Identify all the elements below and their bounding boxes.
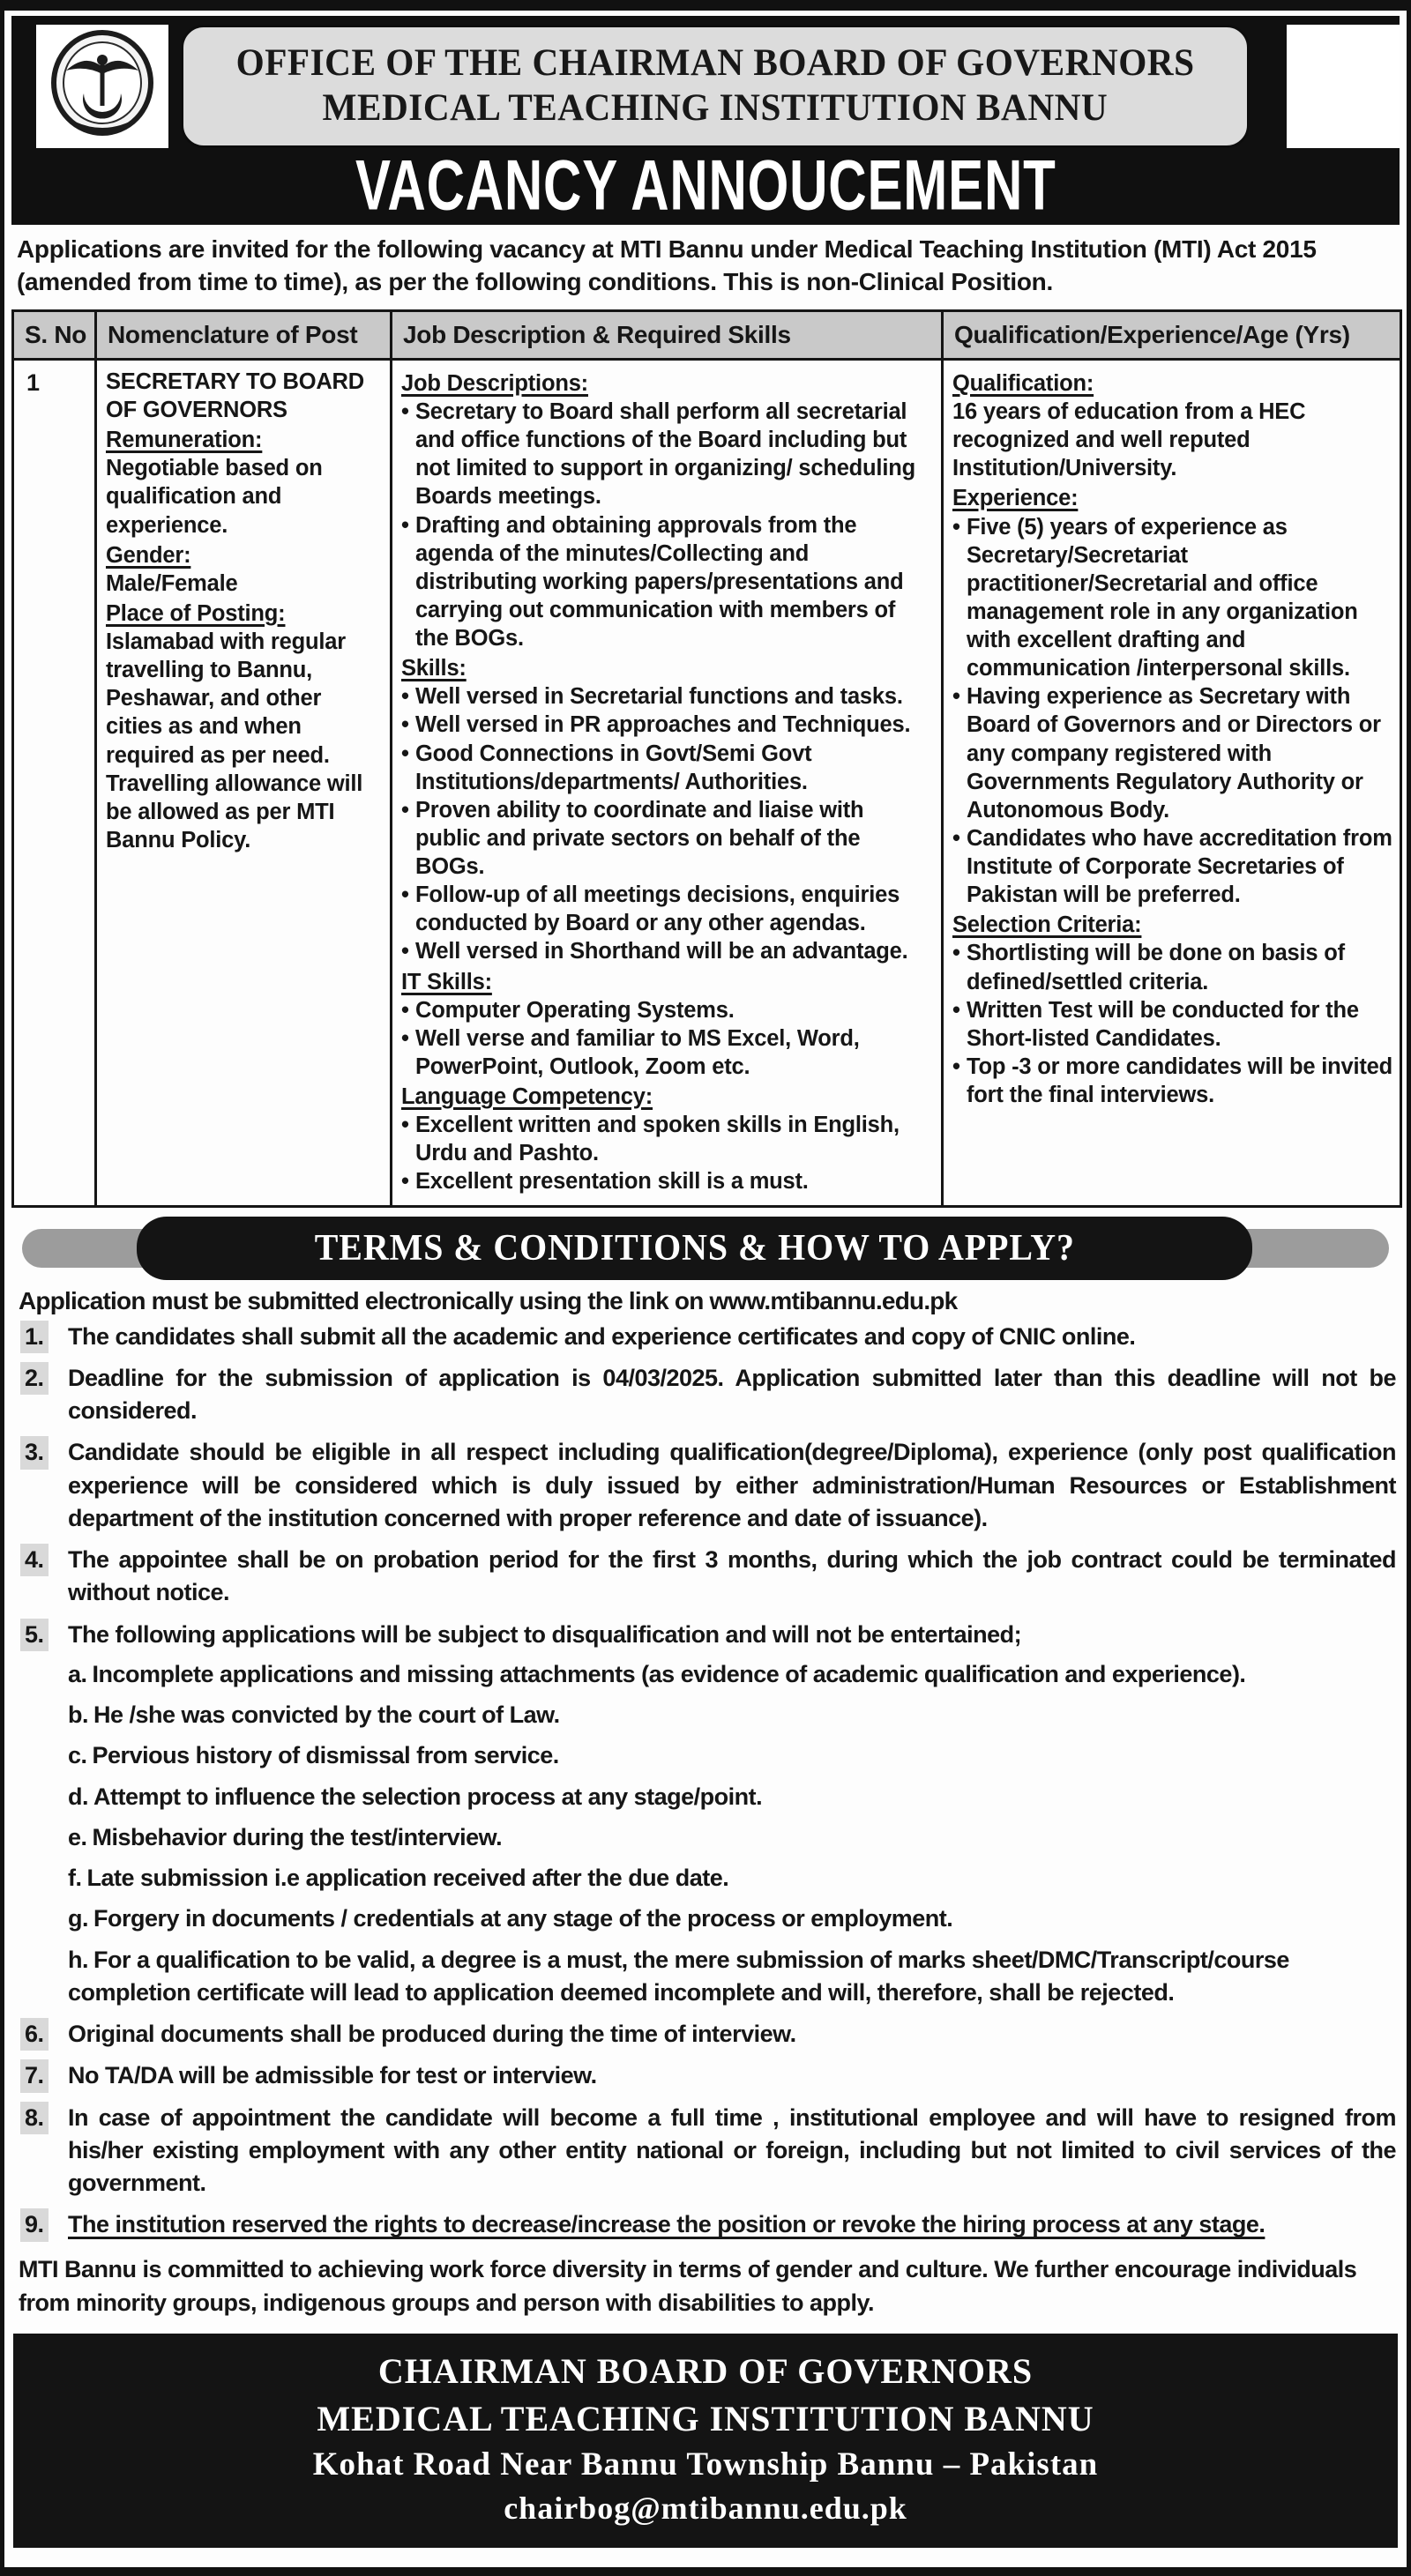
term-item [15, 1362, 1396, 1428]
bullet-dot: • [401, 712, 409, 738]
term-item-number: 3. [20, 1436, 49, 1469]
term-item-number: 1. [20, 1321, 49, 1353]
header-top-row [11, 25, 1400, 148]
bullet-item [401, 1167, 934, 1195]
bullet-text: Top -3 or more candidates will be invited fort the final interviews. [967, 1053, 1392, 1108]
table-row [13, 359, 1401, 1206]
bullet-text: Follow-up of all meetings decisions, enquiries conducted by Board or any other agendas. [415, 882, 900, 936]
term-item [15, 2059, 1396, 2092]
intro-paragraph: Applications are invited for the following vacancy at MTI Bannu under Medical Teaching Institution (MTI) Act 2015 (amended from time to time), as per the following conditions. This is non-Clinical Position. [17, 235, 1317, 295]
footer-line: Kohat Road Near Bannu Township Bannu – Pakistan [312, 2446, 1099, 2483]
section-heading: Remuneration: [106, 428, 263, 453]
sub-item-text: For a qualification to be valid, a degree is a must, the mere submission of marks sheet/DMC/Transcript/course completion certificate will lead to application deemed incomplete and will, therefore, shall be rejected. [68, 1946, 1289, 2006]
bullet-text: Well versed in PR approaches and Techniques. [415, 712, 911, 738]
qualification-sections [952, 369, 1392, 1109]
term-item-number: 6. [20, 2018, 49, 2051]
bullet-text: Proven ability to coordinate and liaise with public and private sectors on behalf of the BOGs. [415, 797, 864, 880]
term-item-number: 2. [20, 1362, 49, 1395]
term-item [15, 2208, 1396, 2241]
sub-item-letter: c. [68, 1742, 87, 1769]
bullet-dot: • [952, 941, 960, 966]
bullet-text: Well verse and familiar to MS Excel, Word, PowerPoint, Outlook, Zoom etc. [415, 1025, 860, 1079]
header-corner-white [1287, 25, 1400, 148]
term-item-text: Deadline for the submission of application is 04/03/2025. Application submitted later than this deadline will not be considered. [68, 1364, 1396, 1425]
bullet-dot: • [401, 1113, 409, 1138]
bullet-dot: • [952, 514, 960, 540]
section-heading: Language Competency: [401, 1084, 653, 1110]
section-heading: IT Skills: [401, 969, 492, 994]
sub-item-text: Forgery in documents / credentials at any stage of the process or employment. [93, 1905, 953, 1932]
section-heading: Place of Posting: [106, 600, 286, 626]
bullet-dot: • [401, 684, 409, 710]
terms-banner [13, 1217, 1398, 1280]
bullet-dot: • [952, 997, 960, 1023]
term-item [15, 2102, 1396, 2200]
post-title: SECRETARY TO BOARD OF GOVERNORS [106, 369, 364, 423]
sub-item-text: He /she was convicted by the court of Law. [93, 1701, 560, 1729]
bullet-text: Computer Operating Systems. [415, 997, 735, 1023]
bullet-dot: • [401, 797, 409, 823]
section-heading: Skills: [401, 656, 467, 681]
sub-item-letter: a. [68, 1660, 87, 1687]
bullet-item [401, 881, 934, 937]
col-header-qualification: Qualification/Experience/Age (Yrs) [943, 310, 1401, 359]
bullet-dot: • [401, 882, 409, 908]
terms-list [11, 1317, 1400, 2242]
section-text: 16 years of education from a HEC recognized and well reputed Institution/University. [952, 399, 1306, 481]
header-band [11, 16, 1400, 225]
bullet-text: Drafting and obtaining approvals from the agenda of the minutes/Collecting and distributing working papers/presentations and carrying out communication with members of the BOGs. [415, 512, 904, 651]
term-item [15, 1321, 1396, 1353]
bullet-item [952, 513, 1392, 683]
bullet-dot: • [401, 512, 409, 538]
vacancy-banner [11, 148, 1400, 225]
footer-line: chairbog@mtibannu.edu.pk [504, 2490, 907, 2527]
bullet-item [401, 682, 934, 711]
table-header-row [13, 310, 1401, 359]
footer-line: CHAIRMAN BOARD OF GOVERNORS [377, 2351, 1034, 2392]
sub-item-letter: e. [68, 1823, 87, 1850]
logo-box [36, 25, 168, 148]
section-heading: Qualification: [952, 370, 1094, 396]
office-title-line1: OFFICE OF THE CHAIRMAN BOARD OF GOVERNORS [235, 42, 1195, 85]
term-sub-item [68, 1658, 1396, 1691]
bullet-dot: • [401, 1169, 409, 1195]
col-header-nomenclature: Nomenclature of Post [96, 310, 392, 359]
section-heading: Job Descriptions: [401, 370, 588, 396]
term-item-text: No TA/DA will be admissible for test or interview. [68, 2062, 597, 2089]
terms-lead: Application must be submitted electronically using the link on www.mtibannu.edu.pk [19, 1286, 958, 1314]
term-item [15, 1436, 1396, 1535]
header-corner-strip [1250, 25, 1287, 148]
term-item-text: Original documents shall be produced during the time of interview. [68, 2021, 796, 2048]
bullet-text: Secretary to Board shall perform all secretarial and office functions of the Board including but not limited to support in organizing/ scheduling Boards meetings. [415, 399, 915, 510]
bullet-dot: • [952, 684, 960, 710]
terms-banner-text: TERMS & CONDITIONS & HOW TO APPLY? [314, 1227, 1075, 1269]
bullet-text: Good Connections in Govt/Semi Govt Institutions/departments/ Authorities. [415, 741, 812, 794]
term-item-text: In case of appointment the candidate will become a full time , institutional employee and will have to resigned from his/her existing employment with any other entity national or foreign, including but not limited to civil services of the government. [68, 2103, 1396, 2197]
bullet-item [952, 682, 1392, 824]
bullet-text: Shortlisting will be done on basis of defined/settled criteria. [967, 941, 1345, 994]
mti-seal-logo [49, 30, 156, 143]
bullet-item [401, 1024, 934, 1081]
sub-item-letter: b. [68, 1701, 88, 1729]
section-text: Negotiable based on qualification and experience. [106, 456, 323, 538]
terms-banner-pill [137, 1217, 1252, 1280]
bullet-dot: • [401, 939, 409, 964]
term-item-number: 7. [20, 2059, 49, 2092]
term-sub-item [68, 1902, 1396, 1935]
sub-item-letter: h. [68, 1946, 88, 1973]
office-title-line2: MEDICAL TEACHING INSTITUTION BANNU [322, 87, 1109, 129]
job-description-sections [401, 369, 934, 1196]
cell-qualification [943, 359, 1401, 1206]
bullet-text: Excellent written and spoken skills in English, Urdu and Pashto. [415, 1113, 900, 1166]
cell-sno: 1 [13, 359, 96, 1206]
bullet-dot: • [401, 741, 409, 766]
sub-item-text: Attempt to influence the selection process at any stage/point. [93, 1783, 763, 1810]
term-item-number: 5. [20, 1619, 49, 1651]
bullet-item [401, 996, 934, 1024]
term-sub-item [68, 1699, 1396, 1731]
bullet-item [952, 1053, 1392, 1109]
term-sub-item [68, 1781, 1396, 1813]
sub-item-letter: d. [68, 1783, 88, 1810]
bullet-text: Written Test will be conducted for the Short-listed Candidates. [967, 997, 1359, 1051]
vacancy-banner-text: VACANCY ANNOUCEMENT [355, 148, 1056, 225]
footer-band [13, 2334, 1398, 2548]
term-item [15, 1619, 1396, 2010]
term-sub-item [68, 1944, 1396, 2010]
term-item-text: The following applications will be subject to disqualification and will not be entertained; [68, 1620, 1022, 1648]
bullet-dot: • [952, 1053, 960, 1079]
bullet-item [952, 824, 1392, 909]
vacancy-table [11, 309, 1402, 1208]
section-heading: Selection Criteria: [952, 912, 1142, 938]
term-item-number: 9. [20, 2208, 49, 2241]
bullet-dot: • [401, 1025, 409, 1051]
bullet-item [401, 511, 934, 653]
term-item [15, 2018, 1396, 2051]
bullet-item [401, 398, 934, 511]
bullet-item [401, 740, 934, 796]
cell-nomenclature [96, 359, 392, 1206]
col-header-sno: S. No [13, 310, 96, 359]
bullet-item [401, 1111, 934, 1167]
bullet-item [401, 711, 934, 739]
section-heading: Experience: [952, 486, 1079, 511]
cell-job-description [392, 359, 943, 1206]
term-item-text: The appointee shall be on probation period for the first 3 months, during which the job contract could be terminated without notice. [68, 1546, 1396, 1606]
bullet-item [952, 996, 1392, 1053]
sub-item-letter: g. [68, 1905, 88, 1932]
section-text: Male/Female [106, 570, 238, 596]
bullet-item [401, 796, 934, 881]
term-sub-item [68, 1739, 1396, 1772]
col-header-job-description: Job Description & Required Skills [392, 310, 943, 359]
bullet-dot: • [952, 825, 960, 851]
term-item-text: Candidate should be eligible in all respect including qualification(degree/Diploma), experience (only post qualification experience will be considered which is duly issued by either administration/Human Resources or Establishment department of the institution concerned with proper reference and date of issuance). [68, 1439, 1396, 1531]
section-heading: Gender: [106, 542, 191, 568]
term-sub-list [68, 1658, 1396, 2009]
section-text: Islamabad with regular travelling to Bannu, Peshawar, and other cities as and when required as per need. Travelling allowance will be allowed as per MTI Bannu Policy. [106, 629, 363, 852]
bullet-text: Well versed in Secretarial functions and tasks. [415, 684, 903, 710]
office-title-box [181, 25, 1250, 148]
nomenclature-sections [106, 426, 383, 854]
bullet-dot: • [401, 997, 409, 1023]
term-sub-item [68, 1862, 1396, 1895]
term-item-text: The institution reserved the rights to decrease/increase the position or revoke the hiring process at any stage. [68, 2211, 1265, 2238]
bullet-text: Well versed in Shorthand will be an advantage. [415, 939, 908, 964]
bullet-dot: • [401, 399, 409, 425]
sub-item-text: Late submission i.e application received after the due date. [86, 1865, 729, 1892]
sub-item-letter: f. [68, 1865, 82, 1892]
bullet-text: Excellent presentation skill is a must. [415, 1169, 809, 1195]
closing-paragraph: MTI Bannu is committed to achieving work force diversity in terms of gender and culture. We further encourage individuals from minority groups, indigenous groups and person with disabilities to apply. [19, 2255, 1357, 2316]
sub-item-text: Pervious history of dismissal from service. [92, 1742, 559, 1769]
footer-line: MEDICAL TEACHING INSTITUTION BANNU [317, 2399, 1094, 2439]
bullet-text: Five (5) years of experience as Secretary/Secretariat practitioner/Secretarial and office management role in any organization with excellent drafting and communication /interpersonal skills. [967, 514, 1358, 681]
bullet-item [952, 939, 1392, 995]
bullet-item [401, 937, 934, 965]
term-item-text: The candidates shall submit all the academic and experience certificates and copy of CNIC online. [68, 1322, 1136, 1350]
bullet-text: Candidates who have accreditation from Institute of Corporate Secretaries of Pakistan will be preferred. [967, 825, 1392, 908]
term-sub-item [68, 1821, 1396, 1854]
bullet-text: Having experience as Secretary with Board of Governors and or Directors or any company registered with Governments Regulatory Authority or Autonomous Body. [967, 684, 1381, 823]
sub-item-text: Misbehavior during the test/interview. [92, 1823, 503, 1850]
term-item-number: 4. [20, 1544, 49, 1576]
term-item-number: 8. [20, 2102, 49, 2134]
term-item [15, 1544, 1396, 1610]
sub-item-text: Incomplete applications and missing attachments (as evidence of academic qualification and experience). [92, 1660, 1246, 1687]
